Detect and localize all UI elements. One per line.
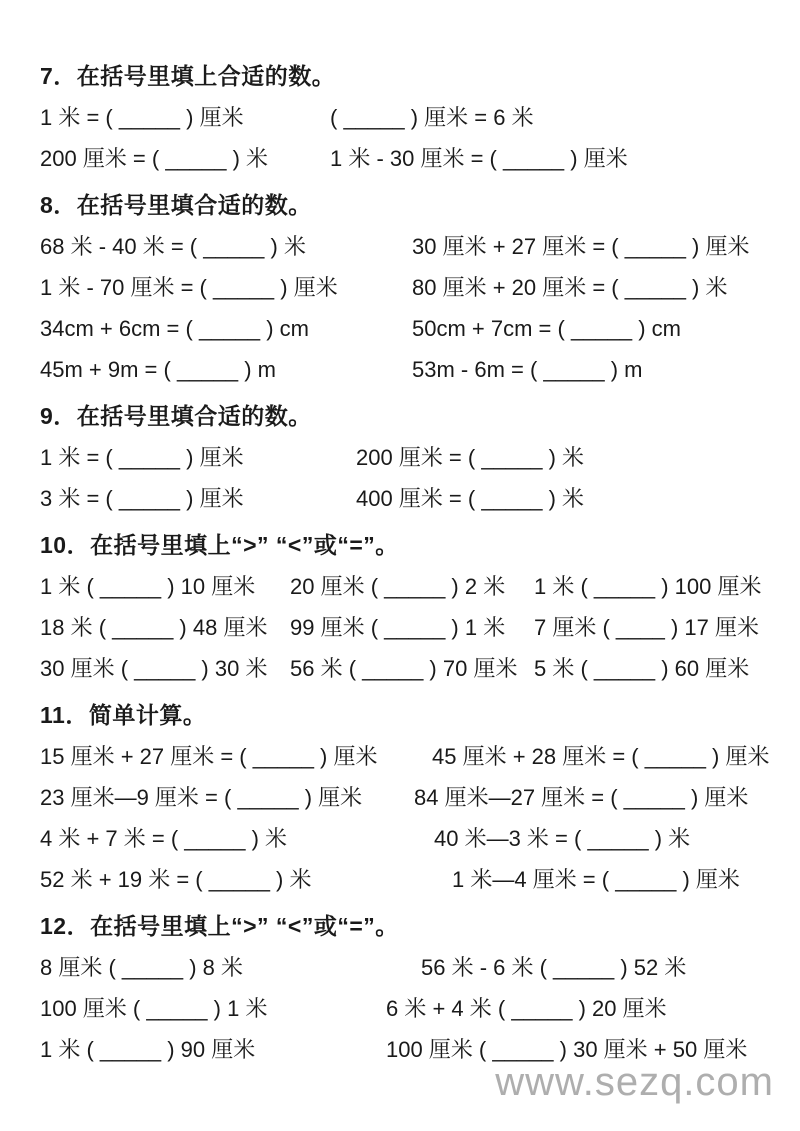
expression: 400 厘米 = ( _____ ) 米 bbox=[356, 486, 585, 511]
expression: 1 米 ( _____ ) 10 厘米 bbox=[40, 574, 256, 599]
worksheet-row bbox=[40, 267, 782, 308]
expression: 20 厘米 ( _____ ) 2 米 bbox=[290, 574, 506, 599]
expression: 68 米 - 40 米 = ( _____ ) 米 bbox=[40, 234, 306, 259]
expression: 200 厘米 = ( _____ ) 米 bbox=[40, 146, 269, 171]
expression: 4 米 + 7 米 = ( _____ ) 米 bbox=[40, 826, 288, 851]
worksheet-row bbox=[40, 138, 782, 179]
expression: 84 厘米—27 厘米 = ( _____ ) 厘米 bbox=[414, 785, 749, 810]
expression: 23 厘米—9 厘米 = ( _____ ) 厘米 bbox=[40, 785, 363, 810]
worksheet-row bbox=[40, 308, 782, 349]
expression: 200 厘米 = ( _____ ) 米 bbox=[356, 445, 585, 470]
question-11 bbox=[40, 695, 782, 900]
question-heading: 11．简单计算。 bbox=[40, 702, 207, 728]
expression: 3 米 = ( _____ ) 厘米 bbox=[40, 486, 244, 511]
expression: 56 米 - 6 米 ( _____ ) 52 米 bbox=[421, 955, 687, 980]
worksheet-row bbox=[40, 988, 782, 1029]
worksheet-row bbox=[40, 566, 782, 607]
expression: 1 米 = ( _____ ) 厘米 bbox=[40, 445, 244, 470]
worksheet-row bbox=[40, 607, 782, 648]
question-9 bbox=[40, 396, 782, 519]
question-heading: 10．在括号里填上“>” “<”或“=”。 bbox=[40, 532, 399, 558]
expression: 5 米 ( _____ ) 60 厘米 bbox=[534, 656, 750, 681]
question-7 bbox=[40, 56, 782, 179]
worksheet-row bbox=[40, 437, 782, 478]
expression: 18 米 ( _____ ) 48 厘米 bbox=[40, 615, 268, 640]
worksheet-row bbox=[40, 736, 782, 777]
worksheet-row bbox=[40, 818, 782, 859]
expression: 1 米 - 70 厘米 = ( _____ ) 厘米 bbox=[40, 275, 338, 300]
worksheet-row bbox=[40, 478, 782, 519]
expression: 8 厘米 ( _____ ) 8 米 bbox=[40, 955, 243, 980]
worksheet-row bbox=[40, 349, 782, 390]
expression: 40 米—3 米 = ( _____ ) 米 bbox=[434, 826, 691, 851]
worksheet-row bbox=[40, 226, 782, 267]
expression: 1 米—4 厘米 = ( _____ ) 厘米 bbox=[452, 867, 740, 892]
question-10 bbox=[40, 525, 782, 689]
expression: 80 厘米 + 20 厘米 = ( _____ ) 米 bbox=[412, 275, 728, 300]
expression: 45 厘米 + 28 厘米 = ( _____ ) 厘米 bbox=[432, 744, 770, 769]
expression: 6 米 + 4 米 ( _____ ) 20 厘米 bbox=[386, 996, 667, 1021]
expression: 52 米 + 19 米 = ( _____ ) 米 bbox=[40, 867, 312, 892]
expression: 53m - 6m = ( _____ ) m bbox=[412, 357, 643, 382]
expression: 1 米 - 30 厘米 = ( _____ ) 厘米 bbox=[330, 146, 628, 171]
expression: 1 米 ( _____ ) 90 厘米 bbox=[40, 1037, 256, 1062]
expression: 100 厘米 ( _____ ) 30 厘米 + 50 厘米 bbox=[386, 1037, 748, 1062]
expression: ( _____ ) 厘米 = 6 米 bbox=[330, 105, 534, 130]
question-heading: 9．在括号里填合适的数。 bbox=[40, 403, 312, 429]
expression: 30 厘米 ( _____ ) 30 米 bbox=[40, 656, 268, 681]
question-8 bbox=[40, 185, 782, 390]
site-watermark: www.sezq.com bbox=[495, 1060, 774, 1104]
expression: 99 厘米 ( _____ ) 1 米 bbox=[290, 615, 506, 640]
expression: 56 米 ( _____ ) 70 厘米 bbox=[290, 656, 518, 681]
expression: 50cm + 7cm = ( _____ ) cm bbox=[412, 316, 681, 341]
expression: 30 厘米 + 27 厘米 = ( _____ ) 厘米 bbox=[412, 234, 750, 259]
expression: 100 厘米 ( _____ ) 1 米 bbox=[40, 996, 268, 1021]
worksheet-row bbox=[40, 947, 782, 988]
expression: 1 米 = ( _____ ) 厘米 bbox=[40, 105, 244, 130]
question-12 bbox=[40, 906, 782, 1070]
question-heading: 12．在括号里填上“>” “<”或“=”。 bbox=[40, 913, 399, 939]
worksheet-row bbox=[40, 97, 782, 138]
expression: 15 厘米 + 27 厘米 = ( _____ ) 厘米 bbox=[40, 744, 378, 769]
worksheet-row bbox=[40, 777, 782, 818]
expression: 45m + 9m = ( _____ ) m bbox=[40, 357, 276, 382]
question-heading: 7．在括号里填上合适的数。 bbox=[40, 63, 336, 89]
worksheet-row bbox=[40, 859, 782, 900]
question-heading: 8．在括号里填合适的数。 bbox=[40, 192, 312, 218]
expression: 7 厘米 ( ____ ) 17 厘米 bbox=[534, 615, 759, 640]
expression: 1 米 ( _____ ) 100 厘米 bbox=[534, 574, 762, 599]
expression: 34cm + 6cm = ( _____ ) cm bbox=[40, 316, 309, 341]
worksheet-row bbox=[40, 648, 782, 689]
